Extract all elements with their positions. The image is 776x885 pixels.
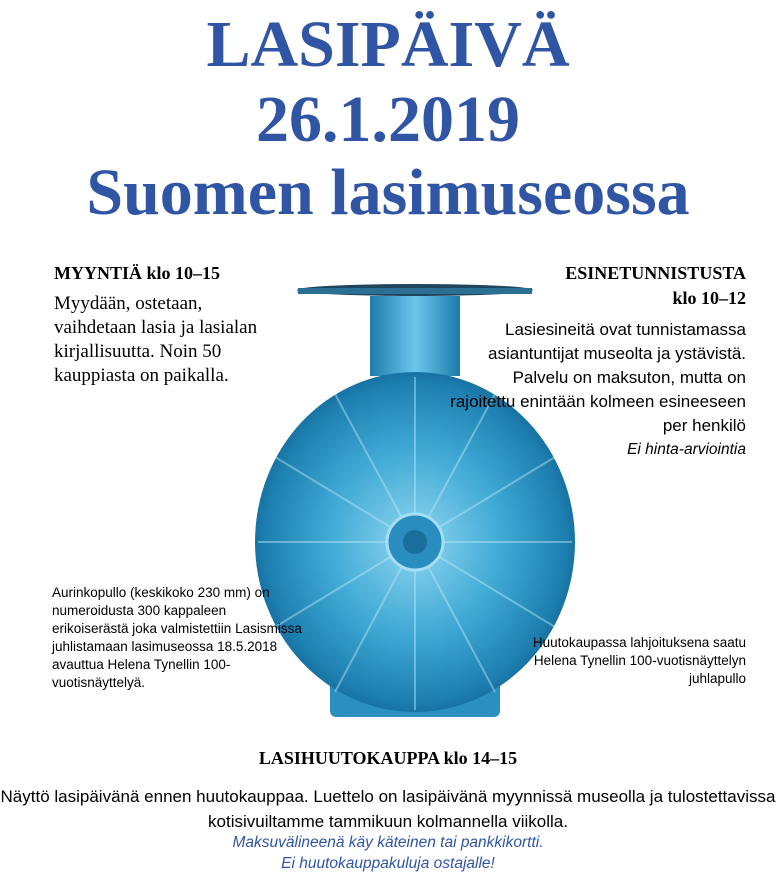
auction-heading: LASIHUUTOKAUPPA klo 14–15 <box>258 748 518 768</box>
title-line-1: LASIPÄIVÄ <box>206 8 570 81</box>
auction-text: Näyttö lasipäivänä ennen huutokauppaa. Luettelo on lasipäivänä myynnissä museolla ja tulostettavissa kotisivuiltamme tammikuun kolmannella viikolla. <box>0 787 776 831</box>
payment-note: Maksuvälineenä käy käteinen tai pankkikortti. <box>232 834 544 851</box>
identification-heading: ESINETUNNISTUSTA <box>565 263 746 283</box>
title-date: 26.1.2019 <box>256 83 520 156</box>
identification-note: Ei hinta-arviointia <box>627 441 746 458</box>
identification-text-block <box>446 318 746 462</box>
identification-time: klo 10–12 <box>672 288 746 308</box>
sales-heading: MYYNTIÄ klo 10–15 <box>54 263 221 283</box>
bottle-caption-right: Huutokaupassa lahjoituksena saatu Helena Tynellin 100-vuotisnäyttelyn juhlapullo <box>532 635 746 686</box>
identification-text: Lasiesineitä ovat tunnistamassa asiantuntijat museolta ja ystävistä. Palvelu on maksuton, mutta on rajoitettu enintään kolmeen esineeseen per henkilö <box>450 320 746 435</box>
fee-note: Ei huutokauppakuluja ostajalle! <box>281 855 495 872</box>
sales-text: Myydään, ostetaan, vaihdetaan lasia ja lasialan kirjallisuutta. Noin 50 kauppiasta on paikalla. <box>54 293 258 386</box>
bottle-caption-left: Aurinkopullo (keskikoko 230 mm) on numeroidusta 300 kappaleen erikoiserästä joka valmistettiin Lasismissa juhlistamaan lasimuseossa 18.5.2018 avauttua Helena Tynellin 100-vuotisnäyttelyä. <box>52 585 302 690</box>
title-location: Suomen lasimuseossa <box>86 156 690 229</box>
